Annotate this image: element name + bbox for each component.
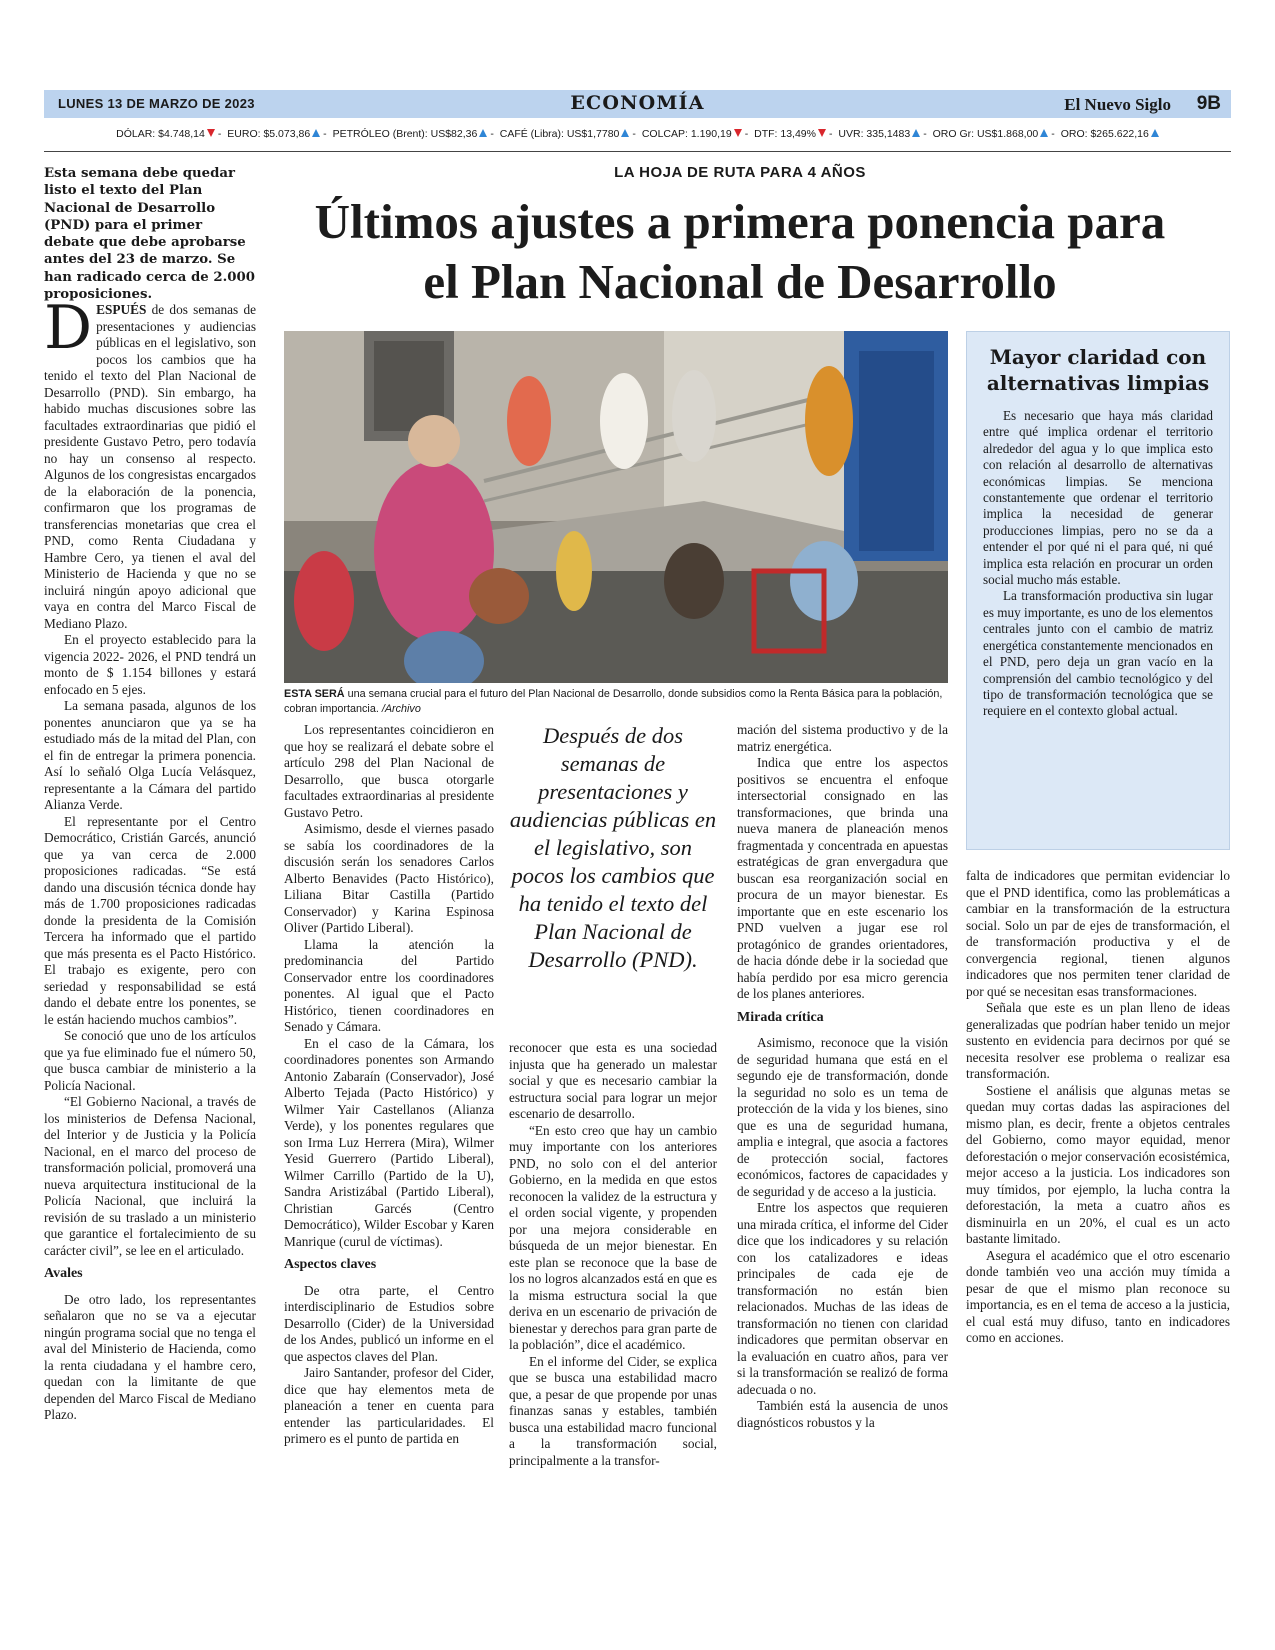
article-paragraph: El representante por el Centro Democrático, Cristián Garcés, anunció que ya van cerca de 2.000 proposiciones radicadas. “Se está dando una discusión técnica donde hay más de 1.700 proposiciones radicadas donde la presidenta de la Comisión Tercera ha informado que el partido que más presenta es el Pacto Histórico. El trabajo es exigente, pero con seriedad y responsabilidad se está dando el debate entre los ponentes, se le están haciendo muchos cambios”. [44,813,256,1027]
newspaper-logo: El Nuevo Siglo [1064,95,1171,114]
article-paragraph: También está la ausencia de unos diagnósticos robustos y la [737,1398,948,1430]
article-paragraph: Entre los aspectos que requieren una mirada crítica, el informe del Cider dice que los indicadores y su relación con los catalizadores e ideas principales de cada eje de transformación no están bien relacionados. Muchas de las ideas de transformación no tienen con claridad indicadores que permitan observar en la evaluación en cuatro años, para ver si la transformación se realizó de forma adecuada o no. [737,1200,948,1397]
ticker-item: ORO Gr: US$1.868,00 [933,128,1049,140]
photo-illustration [284,331,948,683]
article-intro: Esta semana debe quedar listo el texto del Plan Nacional de Desarrollo (PND) para el primer debate que debe aprobarse antes del 23 de marzo. Se han radicado cerca de 2.000 proposiciones. [44,166,255,303]
header-divider [44,151,1231,152]
ticker-item: ORO: $265.622,16 [1061,128,1159,140]
ticker-item: EURO: $5.073,86 [227,128,320,140]
article-paragraph: mación del sistema productivo y de la matriz energética. [737,722,948,754]
section-name: ECONOMÍA [570,92,705,114]
article-paragraph: DESPUÉS de dos semanas de presentaciones y audiencias públicas en el legislativo, son pocos los cambios que ha tenido el texto del Plan Nacional de Desarrollo (PND). Sin embargo, ha habido muchas discusiones sobre las facultades extraordinarias que pidió el presidente Gustavo Petro, pero todavía no hay un consenso al respecto. Algunos de los congresistas encargados de la elaboración de la ponencia, confirmaron que los programas de transferencias monetarias que crea el PND, como Renta Ciudadana y Hambre Cero, ya tienen el aval del Ministerio de Hacienda y que no se incluirá ningún apoyo adicional que vaya en contra del Marco Fiscal de Mediano Plazo. [44,293,256,631]
trend-up-icon [312,129,320,137]
article-paragraph: Los representantes coincidieron en que hoy se realizará el debate sobre el artículo 298 del Plan Nacional de Desarrollo, que busca otorgarle facultades extraordinarias al presidente Gustavo Petro. [284,722,494,820]
article-paragraph: Asimismo, reconoce que la visión de seguridad humana que está en el segundo eje de transformación, donde la seguridad no solo es un tema de protección de la vida y los bienes, sino que es una de seguridad humana, amplia e integral, que asocia a factores de protección social, factores económicos, factores de capacidades y de seguridad y de acceso a la justicia. [737,1035,948,1199]
ticker-item: DTF: 13,49% [754,128,826,140]
trend-up-icon [912,129,920,137]
ticker-item: PETRÓLEO (Brent): US$82,36 [333,128,488,140]
article-column-2 [284,722,494,1448]
subheading-mirada-critica: Mirada crítica [737,1009,824,1025]
article-paragraph: Asegura el académico que el otro escenario donde también veo una acción muy tímida a pesar de que el mismo plan reconoce su importancia, es en el tema de acceso a la justicia, el cual está muy difuso, tanto en indicadores como en acciones. [966,1247,1230,1345]
ticker-item: COLCAP: 1.190,19 [642,128,742,140]
article-column-1 [44,293,256,1424]
page-number: 9B [1196,93,1221,114]
article-photo [284,331,948,683]
article-paragraph: Sostiene el análisis que algunas metas se quedan muy cortas dadas las aspiraciones del mismo plan, es decir, frente a objetos centrales del Gobierno, como mayor equidad, menor deforestación o mejor conservación ecosistémica, mejor acceso a la justicia. Los indicadores son muy tímidos, por ejemplo, la lucha contra la deforestación, la meta a cuatro años es disminuirla en un 20%, el cual es un acto bastante limitado. [966,1082,1230,1246]
article-paragraph: Llama la atención la predominancia del Partido Conservador entre los coordinadores ponentes. Al igual que el Pacto Histórico, tienen coordinadores en Senado y Cámara. [284,936,494,1034]
trend-up-icon [1151,129,1159,137]
issue-date: LUNES 13 DE MARZO DE 2023 [58,96,255,111]
subheading-aspectos-claves: Aspectos claves [284,1257,377,1272]
sidebar-paragraph: La transformación productiva sin lugar es muy importante, es uno de los elementos centrales junto con el cambio de matriz energética constantemente mencionados en el PND, pero deja un gran vacío en la comprensión del cambio tecnológico y del tipo de transformación tecnológica que se requiere en el contexto global actual. [983,588,1214,719]
article-paragraph: Asimismo, desde el viernes pasado se sabía los coordinadores de la discusión serán los senadores Carlos Alberto Benavides (Pacto Histórico), Liliana Bitar Castilla (Partido Conservador) y Karina Espinosa Oliver (Partido Liberal). [284,821,494,935]
trend-down-icon [207,129,215,137]
article-paragraph: Indica que entre los aspectos positivos se encuentra el enfoque intersectorial consignado en las transformaciones, que brinda una nueva manera de planeación menos fragmentada y concentrada en apuestas estratégicas de gran envergadura que buscan esa reorganización social en procura de un mayor bienestar. Es importante que en este escenario los PND vuelven a jugar ese rol protagónico de grandes orientadores, de hacia dónde debe ir la sociedad que había perdido por esa micro gerencia de los planes anteriores. [737,755,948,1001]
trend-up-icon [1040,129,1048,137]
ticker-item: CAFÉ (Libra): US$1,7780 [500,128,630,140]
sidebar-paragraph: Es necesario que haya más claridad entre qué implica ordenar el territorio alrededor del agua y lo que implica esto con relación al desarrollo de alternativas económicas limpias. Se menciona constantemente que ordenar el territorio implica la necesidad de generar producciones limpias, pero no se da a entender el por qué ni el para qué, ni qué implica esta relación en procurar un orden social mucho más estable. [983,408,1213,588]
sidebar-box [966,331,1230,850]
article-paragraph: En el proyecto establecido para la vigencia 2022- 2026, el PND tendrá un monto de $ 1.154 billones y estará enfocado en 5 ejes. [44,632,256,697]
article-paragraph: “El Gobierno Nacional, a través de los ministerios de Defensa Nacional, del Interior y de Justicia y la Policía Nacional, en el marco del proceso de transformación policial, promoverá una nueva arquitectura institucional de la Policía Nacional, que incluirá la revisión de su traslado a un ministerio que garantice el fortalecimiento de su carácter civil”, se lee en el articulado. [44,1094,256,1258]
article-column-5 [966,868,1230,1347]
article-kicker: LA HOJA DE RUTA PARA 4 AÑOS [614,164,866,181]
trend-down-icon [818,129,826,137]
sidebar-title: Mayor claridad con alternativas limpias [986,345,1210,395]
trend-down-icon [734,129,742,137]
subheading-avales: Avales [44,1266,83,1281]
article-column-4 [737,722,948,1431]
article-paragraph: reconocer que esta es una sociedad injusta que ha generado un malestar social y que es necesario cambiar la estructura social para lograr un mejor escenario de desarrollo. [509,1040,717,1121]
article-headline: Últimos ajustes a primera ponencia para el Plan Nacional de Desarrollo [314,194,1166,309]
article-paragraph: “En esto creo que hay un cambio muy importante con los anteriores PND, no solo con el del anterior Gobierno, en la medida en que estos reconocen la validez de la estructura y el orden social vigente, y propenden por una mejora considerable en búsqueda de un mejor bienestar. En este plan se reconoce que la base de los no logros alcanzados está en que es la misma estructura social la que deriva en un escenario de privación de bienestar y derechos para gran parte de la población”, dice el académico. [509,1122,717,1352]
ticker-item: DÓLAR: $4.748,14 [116,128,215,140]
article-paragraph: falta de indicadores que permitan evidenciar lo que el PND identifica, como las problemáticas a cambiar en la transformación de la estructura social. Solo un par de ejes de transformación, el de transformación productiva y el de convergencia regional, tienen algunos indicadores que nos permiten tener claridad de por qué se necesitan esas transformaciones. [966,868,1230,999]
article-paragraph: Señala que este es un plan lleno de ideas generalizadas que podrían haber tenido un mejor sustento en evidencia para decirnos por qué se necesita resolver ese problema o realizar esa transformación. [966,1000,1230,1081]
article-paragraph: Se conoció que uno de los artículos que ya fue eliminado fue el número 50, que busca cambiar de ministerio a la Policía Nacional. [44,1028,256,1093]
section-header-bar [44,90,1231,118]
trend-up-icon [621,129,629,137]
pull-quote: Después de dos semanas de presentaciones y audiencias públicas en el legislativo, son pocos los cambios que ha tenido el texto del Plan Nacional de Desarrollo (PND). [509,723,717,972]
article-column-3 [509,1040,717,1469]
article-paragraph: La semana pasada, algunos de los ponentes anunciaron que ya se ha estudiado más de la mitad del Plan, con el fin de entregar la primera ponencia. Así lo señaló Olga Lucía Velásquez, representante a la Cámara del partido Alianza Verde. [44,698,256,812]
drop-cap: D [44,293,93,363]
trend-up-icon [479,129,487,137]
article-paragraph: En el informe del Cider, se explica que se busca una estabilidad macro que, a pesar de que propende por unas finanzas sanas y estables, también busca una estabilidad macro funcional a la transformación social, principalmente a la transfor- [509,1353,717,1468]
article-paragraph: Jairo Santander, profesor del Cider, dice que hay elementos meta de planeación a tener en cuenta para entender las particularidades. El primero es el punto de partida en [284,1365,494,1446]
article-paragraph: De otra parte, el Centro interdisciplinario de Estudios sobre Desarrollo (Cider) de la Universidad de los Andes, publicó un informe en el que aspectos claves del Plan. [284,1282,494,1364]
article-paragraph: De otro lado, los representantes señalaron que no se va a ejecutar ningún programa social que no tenga el aval del Ministerio de Hacienda, como la renta ciudadana y el hambre cero, quedan con la limitante de que dependen del Marco Fiscal de Mediano Plazo. [44,1291,256,1422]
article-paragraph: En el caso de la Cámara, los coordinadores ponentes son Armando Antonio Zabaraín (Conservador), José Alberto Tejada (Pacto Histórico) y Wilmer Yair Castellanos (Alianza Verde), y los ponentes regulares que son Irma Luz Herrera (Mira), Wilmer Yesid Guerrero (Partido Liberal), Wilmer Carrillo (Partido de la U), Sandra Aristizábal (Partido Liberal), Christian Garcés (Centro Democrático), Wilder Escobar y Karen Manrique (curul de víctimas). [284,1035,494,1249]
photo-credit: /Archivo [378,703,421,715]
market-ticker: DÓLAR: $4.748,14 - EURO: $5.073,86 - PETRÓLEO (Brent): US$82,36 - CAFÉ (Libra): US$1,7780 - COLCAP: 1.190,19 - DTF: 13,49% - UVR: 335,1483 - ORO Gr: US$1.868,00 - ORO: $265.622,16 [44,128,1231,140]
photo-caption: ESTA SERÁ una semana crucial para el futuro del Plan Nacional de Desarrollo, donde subsidios como la Renta Básica para la población, cobran importancia. /Archivo [284,688,943,715]
ticker-item: UVR: 335,1483 [838,128,920,140]
